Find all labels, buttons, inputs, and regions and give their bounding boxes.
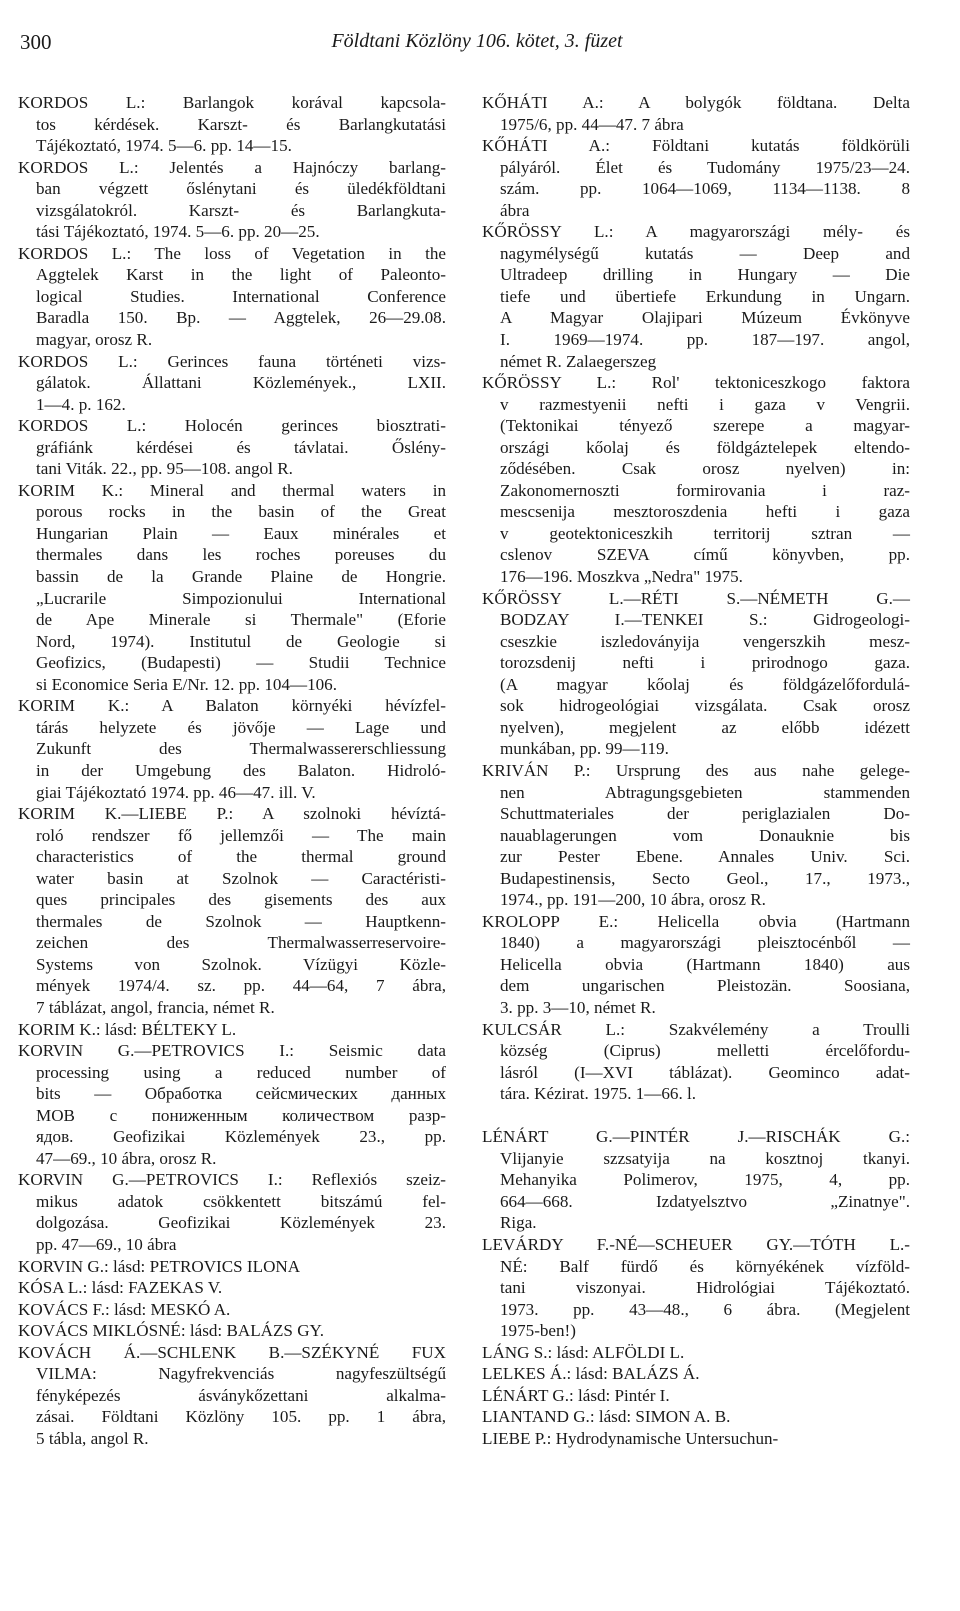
entry-line: Vlijanyie szzsatyija na kosztnoj tkanyi. — [500, 1148, 910, 1168]
bibliography-entry — [482, 1019, 910, 1105]
entry-line: gálatok. Állattani Közlemények., LXII. — [36, 373, 446, 393]
entry-line: Riga. — [500, 1213, 537, 1233]
entry-first-line: KORIM K.: A Balaton környéki hévízfel- — [18, 696, 446, 716]
bibliography-entry — [482, 911, 910, 1019]
entry-line: ques principales des gisements des aux — [36, 890, 446, 910]
entry-line: zur Pester Ebene. Annales Univ. Sci. — [500, 847, 910, 867]
entry-first-line: KROLOPP E.: Helicella obvia (Hartmann — [482, 911, 910, 931]
bibliography-entry — [482, 1406, 910, 1428]
entry-line: ződésében. Csak orosz nyelven) in: — [500, 459, 910, 479]
entry-line: 7 táblázat, angol, francia, német R. — [36, 997, 275, 1017]
bibliography-entry — [482, 588, 910, 760]
entry-line: tos kérdések. Karszt- és Barlangkutatási — [36, 114, 446, 134]
entry-line: magyar, orosz R. — [36, 330, 153, 350]
entry-line: BODZAY I.—TENKEI S.: Gidrogeologi- — [500, 610, 910, 630]
bibliography-entry — [18, 1277, 446, 1299]
entry-line: Systems von Szolnok. Vízügyi Közle- — [36, 954, 446, 974]
entry-line: tára. Kézirat. 1975. 1—66. l. — [500, 1084, 697, 1104]
entry-line: si Economice Seria E/Nr. 12. pp. 104—106. — [36, 674, 337, 694]
entry-first-line: LIANTAND G.: lásd: SIMON A. B. — [482, 1407, 731, 1427]
entry-line: szám. pp. 1064—1069, 1134—1138. 8 — [500, 179, 910, 199]
entry-line: nauablagerungen vom Donauknie bis — [500, 825, 910, 845]
entry-line: bits — Обработка сейсмических данных — [36, 1084, 446, 1104]
entry-line: 1975-ben!) — [500, 1321, 576, 1341]
entry-line: tárás helyzete és jövője — Lage und — [36, 717, 446, 737]
entry-first-line: KŐRÖSSY L.: Rol' tektoniceszkogo faktora — [482, 373, 910, 393]
bibliography-entry — [482, 221, 910, 372]
entry-line: Aggtelek Karst in the light of Paleonto- — [36, 265, 446, 285]
entry-line: tási Tájékoztató, 1974. 5—6. pp. 20—25. — [36, 222, 320, 242]
entry-line: község (Ciprus) melletti ércelőfordu- — [500, 1041, 910, 1061]
entry-line: 5 tábla, angol R. — [36, 1428, 149, 1448]
entry-line: 1973. pp. 43—48., 6 ábra. (Megjelent — [500, 1299, 910, 1319]
bibliography-entry — [18, 92, 446, 157]
entry-line: 664—668. Izdatyelsztvo „Zinatnye". — [500, 1191, 910, 1211]
bibliography-entry — [18, 1040, 446, 1169]
bibliography-entry — [482, 372, 910, 587]
entry-line: I. 1969—1974. pp. 187—197. angol, — [500, 330, 910, 350]
entry-line: v geotektoniceszkih territorij sztran — — [500, 523, 910, 543]
entry-line: bassin de la Grande Plaine de Hongrie. — [36, 567, 446, 587]
bibliography-entry — [482, 1342, 910, 1364]
entry-line: A Magyar Olajipari Múzeum Évkönyve — [500, 308, 910, 328]
entry-line: characteristics of the thermal ground — [36, 847, 446, 867]
entry-first-line: KORVIN G.—PETROVICS I.: Seismic data — [18, 1041, 446, 1061]
right-column — [482, 92, 910, 1449]
entry-line: mescsenija mesztoroszdenia hefti i gaza — [500, 502, 910, 522]
entry-line: mények 1974/4. sz. pp. 44—64, 7 ábra, — [36, 976, 446, 996]
entry-line: pp. 47—69., 10 ábra — [36, 1234, 177, 1254]
entry-line: tani viszonyai. Hidrológiai Tájékoztató. — [500, 1278, 910, 1298]
entry-line: nagymélységű kutatás — Deep and — [500, 243, 910, 263]
entry-line: cseszkie iszledoványija vengerszkih mesz- — [500, 631, 910, 651]
entry-line: porous rocks in the basin of the Great — [36, 502, 446, 522]
entry-line: logical Studies. International Conference — [36, 286, 446, 306]
bibliography-entry — [482, 760, 910, 911]
bibliography-entry — [18, 1256, 446, 1278]
entry-line: tiefe und übertiefe Erkundung in Ungarn. — [500, 286, 910, 306]
bibliography-entry — [18, 1342, 446, 1450]
entry-first-line: KORIM K.—LIEBE P.: A szolnoki hévíztá- — [18, 804, 446, 824]
bibliography-entry — [18, 480, 446, 695]
entry-line: 176—196. Moszkva „Nedra" 1975. — [500, 567, 743, 587]
bibliography-entry — [482, 1126, 910, 1234]
entry-first-line: KORDOS L.: Holocén gerinces biosztrati- — [18, 416, 446, 436]
page-header — [20, 30, 934, 60]
entry-first-line: KOVÁCS MIKLÓSNÉ: lásd: BALÁZS GY. — [18, 1321, 324, 1341]
entry-first-line: KORDOS L.: Barlangok korával kapcsola- — [18, 93, 446, 112]
entry-line: német R. Zalaegerszeg — [500, 351, 657, 371]
bibliography-entry — [482, 1234, 910, 1342]
entry-line: de Ape Minerale si Thermale" (Eforie — [36, 610, 446, 630]
entry-line: ábra — [500, 200, 530, 220]
entry-line: nyelven), megjelent az előbb idézett — [500, 717, 910, 737]
entry-first-line: LÉNÁRT G.—PINTÉR J.—RISCHÁK G.: — [482, 1127, 910, 1147]
entry-first-line: KULCSÁR L.: Szakvélemény a Troulli — [482, 1019, 910, 1039]
entry-first-line: KOVÁCS F.: lásd: MESKÓ A. — [18, 1299, 231, 1319]
entry-line: „Lucrarile Simpozionului International — [36, 588, 446, 608]
entry-line: zásai. Földtani Közlöny 105. pp. 1 ábra, — [36, 1407, 446, 1427]
entry-line: Budapestinensis, Secto Geol., 17., 1973., — [500, 868, 910, 888]
entry-line: (A magyar kőolaj és földgázelőfordulá- — [500, 674, 910, 694]
entry-line: in der Umgebung des Balaton. Hidroló- — [36, 760, 446, 780]
entry-line: lásról (I—XVI táblázat). Geominco adat- — [500, 1062, 910, 1082]
bibliography-entry — [482, 92, 910, 135]
entry-line: Helicella obvia (Hartmann 1840) aus — [500, 954, 910, 974]
entry-line: Hungarian Plain — Eaux minérales et — [36, 523, 446, 543]
entry-first-line: KORVIN G.: lásd: PETROVICS ILONA — [18, 1256, 301, 1276]
entry-first-line: KORDOS L.: Jelentés a Hajnóczy barlang- — [18, 157, 446, 177]
entry-first-line: KRIVÁN P.: Ursprung des aus nahe gelege- — [482, 760, 910, 780]
entry-line: ядов. Geofizikai Közlemények 23., pp. — [36, 1127, 446, 1147]
entry-line: dolgozása. Geofizikai Közlemények 23. — [36, 1213, 446, 1233]
entry-first-line: LEVÁRDY F.-NÉ—SCHEUER GY.—TÓTH L.- — [482, 1234, 910, 1254]
entry-line: thermales de Szolnok — Hauptkenn- — [36, 911, 446, 931]
bibliography-entry — [482, 1385, 910, 1407]
entry-line: Zukunft des Thermalwassererschliessung — [36, 739, 446, 759]
entry-first-line: KORVIN G.—PETROVICS I.: Reflexiós szeiz- — [18, 1170, 446, 1190]
entry-first-line: LÉNÁRT G.: lásd: Pintér I. — [482, 1385, 670, 1405]
entry-line: 3. pp. 3—10, német R. — [500, 997, 656, 1017]
entry-line: dem ungarischen Pleistozän. Soosiana, — [500, 976, 910, 996]
entry-line: Schuttmateriales der periglazialen Do- — [500, 804, 910, 824]
bibliography-entry — [18, 1299, 446, 1321]
entry-line: munkában, pp. 99—119. — [500, 739, 669, 759]
bibliography-entry — [18, 1169, 446, 1255]
entry-line: zeichen des Thermalwasserreservoire- — [36, 933, 446, 953]
bibliography-entry — [482, 1363, 910, 1385]
entry-line: Nord, 1974). Institutul de Geologie si — [36, 631, 446, 651]
entry-line: roló rendszer fő jellemzői — The main — [36, 825, 446, 845]
page-number: 300 — [20, 30, 52, 54]
entry-first-line: KŐHÁTI A.: Földtani kutatás földkörüli — [482, 136, 910, 156]
entry-first-line: KORDOS L.: The loss of Vegetation in the — [18, 243, 446, 263]
entry-line: water basin at Szolnok — Caractéristi- — [36, 868, 446, 888]
entry-line: thermales dans les roches poreuses du — [36, 545, 446, 565]
entry-line: nen Abtragungsgebieten stammenden — [500, 782, 910, 802]
entry-line: vizsgálatokról. Karszt- és Barlangkuta- — [36, 200, 446, 220]
entry-first-line: KOVÁCH Á.—SCHLENK B.—SZÉKYNÉ FUX — [18, 1342, 446, 1362]
entry-line: Mehanyika Polimerov, 1975, 4, pp. — [500, 1170, 910, 1190]
bibliography-entry — [18, 157, 446, 243]
entry-line: cslenov SZEVA című könyvben, pp. — [500, 545, 910, 565]
entry-line: 1975/6, pp. 44—47. 7 ábra — [500, 114, 684, 134]
entry-line: VILMA: Nagyfrekvenciás nagyfeszültségű — [36, 1364, 446, 1384]
entry-first-line: KÓSA L.: lásd: FAZEKAS V. — [18, 1278, 223, 1298]
running-head: Földtani Közlöny 106. kötet, 3. füzet — [331, 30, 623, 52]
bibliography-entry — [482, 1428, 910, 1450]
entry-first-line: KŐRÖSSY L.—RÉTI S.—NÉMETH G.— — [482, 588, 910, 608]
entry-line: ban végzett őslénytani és üledékföldtani — [36, 179, 446, 199]
bibliography-entry — [18, 415, 446, 480]
entry-line: 1—4. p. 162. — [36, 394, 126, 414]
entry-line: Zakonomernoszti formirovania i raz- — [500, 480, 910, 500]
entry-line: processing using a reduced number of — [36, 1062, 446, 1082]
entry-line: gráfiánk kérdései és távlatai. Őslény- — [36, 437, 446, 457]
entry-line: Baradla 150. Bp. — Aggtelek, 26—29.08. — [36, 308, 446, 328]
entry-line: fényképezés ásványkőzettani alkalma- — [36, 1385, 446, 1405]
entry-line: 47—69., 10 ábra, orosz R. — [36, 1148, 217, 1168]
entry-line: Ultradeep drilling in Hungary — Die — [500, 265, 910, 285]
bibliography-entry — [18, 1320, 446, 1342]
entry-line: tani Viták. 22., pp. 95—108. angol R. — [36, 459, 293, 479]
entry-line: sok hidrogeológiai vizsgálata. Csak orosz — [500, 696, 910, 716]
entry-line: pályáról. Élet és Tudomány 1975/23—24. — [500, 157, 910, 177]
entry-first-line: LÁNG S.: lásd: ALFÖLDI L. — [482, 1342, 685, 1362]
left-column — [18, 92, 446, 1449]
entry-line: 1974., pp. 191—200, 10 ábra, orosz R. — [500, 890, 766, 910]
entry-first-line: LELKES Á.: lásd: BALÁZS Á. — [482, 1364, 700, 1384]
entry-spacer — [482, 1105, 910, 1127]
entry-first-line: KŐHÁTI A.: A bolygók földtana. Delta — [482, 93, 910, 112]
entry-line: giai Tájékoztató 1974. pp. 46—47. ill. V. — [36, 782, 316, 802]
entry-first-line: KORDOS L.: Gerinces fauna történeti vizs- — [18, 351, 446, 371]
entry-line: (Tektonikai tényező szerepe a magyar- — [500, 416, 910, 436]
entry-line: Tájékoztató, 1974. 5—6. pp. 14—15. — [36, 136, 292, 156]
entry-line: МОВ с пониженным количеством разр- — [36, 1105, 446, 1125]
entry-line: országi kőolaj és földgáztelepek eltendo- — [500, 437, 910, 457]
bibliography-entry — [18, 243, 446, 351]
bibliography-entry — [18, 351, 446, 416]
entry-first-line: KORIM K.: lásd: BÉLTEKY L. — [18, 1019, 237, 1039]
entry-line: Geofizics, (Budapesti) — Studii Technice — [36, 653, 446, 673]
entry-line: NÉ: Balf fürdő és környékének vízföld- — [500, 1256, 910, 1276]
bibliography-entry — [18, 803, 446, 1018]
bibliography-entry — [18, 1019, 446, 1041]
entry-line: 1840) a magyarországi pleisztocénből — — [500, 933, 910, 953]
entry-line: torozsdenij nefti i prirodnogo gaza. — [500, 653, 910, 673]
bibliography-entry — [482, 135, 910, 221]
entry-first-line: KŐRÖSSY L.: A magyarországi mély- és — [482, 222, 910, 242]
entry-first-line: KORIM K.: Mineral and thermal waters in — [18, 480, 446, 500]
entry-line: v razmestyenii nefti i gaza v Vengrii. — [500, 394, 910, 414]
entry-first-line: LIEBE P.: Hydrodynamische Untersuchun- — [482, 1428, 779, 1448]
bibliography-entry — [18, 695, 446, 803]
entry-line: mikus adatok csökkentett bitszámú fel- — [36, 1191, 446, 1211]
